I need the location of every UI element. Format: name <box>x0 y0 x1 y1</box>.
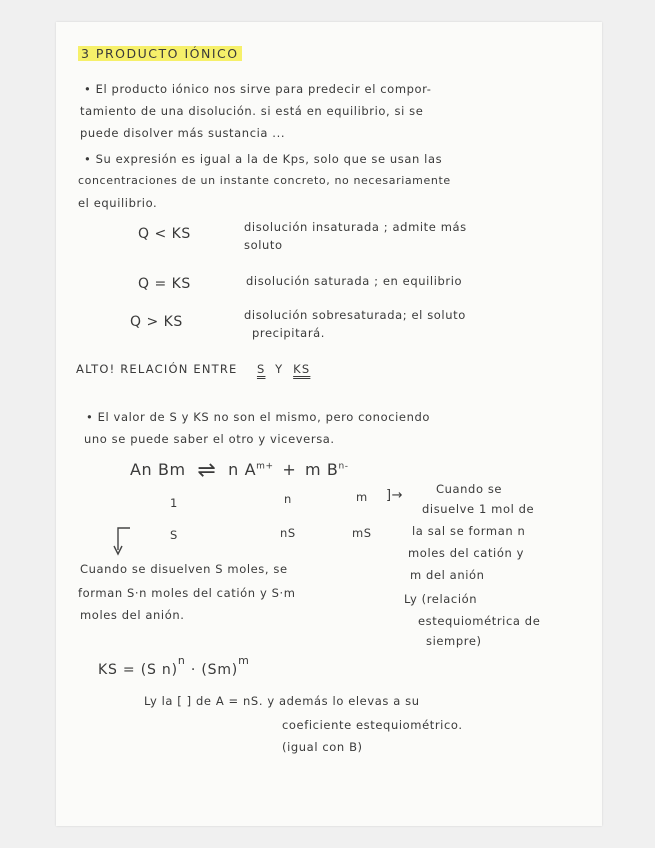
note-right-line-2: disuelve 1 mol de <box>422 502 535 516</box>
case-1-desc-line-1: disolución insaturada ; admite más <box>244 220 467 234</box>
reaction-plus: + <box>282 460 297 479</box>
row1-c: m <box>356 490 368 504</box>
ks-exp-n: n <box>177 654 186 667</box>
note-right-line-4: moles del catión y <box>408 546 525 560</box>
alto-s: S <box>256 362 266 376</box>
row1-b: n <box>284 492 292 506</box>
intro-line-3: puede disolver más sustancia ... <box>80 126 286 140</box>
equilibrium-arrow: ⇌ <box>197 458 217 483</box>
note-left-line-1: Cuando se disuelven S moles, se <box>80 562 288 576</box>
reaction-A: A <box>244 460 257 479</box>
note-right-line-5: m del anión <box>410 568 485 582</box>
ks-exp-m: m <box>238 654 250 667</box>
notebook-page <box>56 22 602 826</box>
case-1-condition: Q < KS <box>138 226 191 242</box>
reaction-left: An Bm <box>130 460 186 479</box>
reaction-n: n <box>228 460 239 479</box>
ks-lhs: KS = (S n) <box>98 662 178 678</box>
down-arrow-icon <box>112 524 138 558</box>
valor-line-1: • El valor de S y KS no son el mismo, pero conociendo <box>86 410 431 424</box>
ks-mid: (Sm) <box>201 662 239 678</box>
reaction-equation <box>130 458 349 483</box>
final-note-line-2: coeficiente estequiométrico. <box>282 718 463 732</box>
case-2-condition: Q = KS <box>138 276 191 292</box>
reaction-B: B <box>326 460 339 479</box>
reaction-m: m <box>305 460 322 479</box>
final-note-line-3: (igual con B) <box>282 740 363 754</box>
row2-b: nS <box>280 526 296 540</box>
row2-c: mS <box>352 526 372 540</box>
note-right-line-3: la sal se forman n <box>412 524 526 538</box>
note-right-line-6: Ly (relación <box>404 592 478 606</box>
intro-line-1: • El producto iónico nos sirve para predecir el compor- <box>84 82 432 96</box>
ks-formula <box>98 654 250 678</box>
note-right-line-1: Cuando se <box>436 482 503 496</box>
expr-line-3: el equilibrio. <box>78 196 158 210</box>
ks-dot: · <box>190 662 197 678</box>
alto-ks: KS <box>293 362 311 376</box>
expr-line-1: • Su expresión es igual a la de Kps, solo que se usan las <box>84 152 443 166</box>
valor-line-2: uno se puede saber el otro y viceversa. <box>84 432 335 446</box>
case-2-desc-line-1: disolución saturada ; en equilibrio <box>246 274 463 288</box>
reaction-charge-A: m+ <box>256 461 274 472</box>
section-title <box>78 46 242 61</box>
reaction-charge-B: n- <box>338 461 349 472</box>
alto-y: Y <box>275 362 284 376</box>
note-left-line-2: forman S·n moles del catión y S·m <box>78 586 296 600</box>
section-title-text: 3 PRODUCTO IÓNICO <box>78 46 242 61</box>
row1-a: 1 <box>170 496 178 510</box>
final-note-line-1: Ly la [ ] de A = nS. y además lo elevas a su <box>144 694 420 708</box>
case-3-desc-line-2: precipitará. <box>252 326 326 340</box>
case-1-desc-line-2: soluto <box>244 238 283 252</box>
bracket-arrow-icon: ]→ <box>386 488 404 503</box>
row2-a: S <box>170 528 178 542</box>
expr-line-2: concentraciones de un instante concreto, no necesariamente <box>78 174 451 187</box>
alto-heading <box>76 362 310 376</box>
note-left-line-3: moles del anión. <box>80 608 185 622</box>
case-3-condition: Q > KS <box>130 314 183 330</box>
note-right-line-8: siempre) <box>426 634 482 648</box>
case-3-desc-line-1: disolución sobresaturada; el soluto <box>244 308 466 322</box>
note-right-line-7: estequiométrica de <box>418 614 541 628</box>
alto-label: ALTO! RELACIÓN ENTRE <box>76 362 238 376</box>
intro-line-2: tamiento de una disolución. si está en equilibrio, si se <box>80 104 424 118</box>
